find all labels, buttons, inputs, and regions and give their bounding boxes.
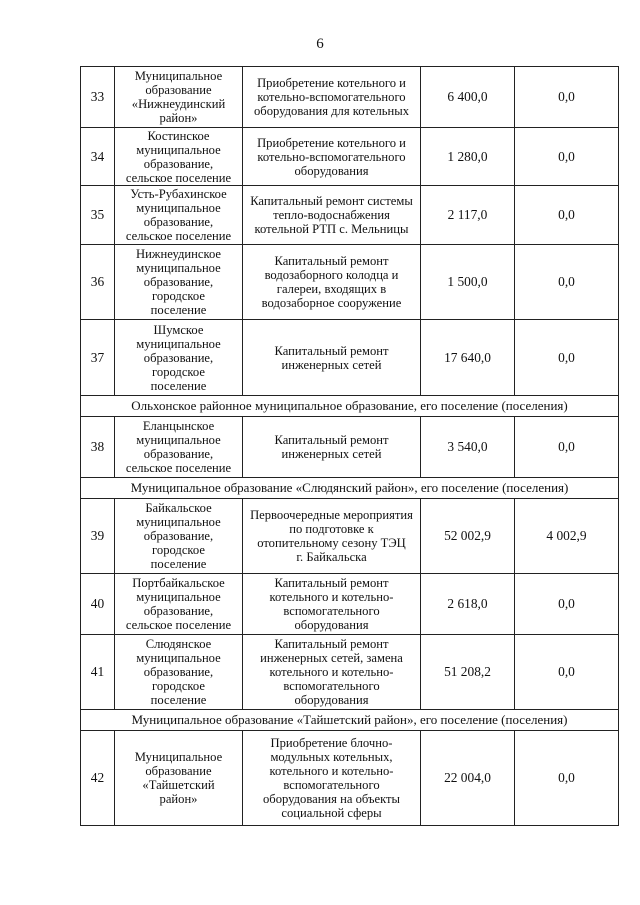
work-description-line: Приобретение блочно- (270, 736, 393, 750)
work-description-line: оборудования (294, 693, 369, 707)
table-row (81, 417, 619, 478)
municipality-name (115, 499, 243, 574)
municipality-name-line: сельское поселение (125, 461, 232, 475)
municipality-name-line: образование, (143, 215, 214, 229)
work-description-line: Капитальный ремонт (274, 637, 389, 651)
section-header-row (81, 396, 619, 417)
page-number: 6 (316, 36, 324, 52)
municipality-name-line: поселение (150, 378, 207, 393)
amount-total: 22 004,0 (421, 731, 515, 826)
work-description (243, 731, 421, 826)
work-description-line: водозаборное сооружение (261, 296, 402, 310)
municipality-name-line: поселение (150, 557, 207, 571)
work-description-line: Приобретение котельного и (257, 135, 406, 150)
amount-total: 1 280,0 (421, 128, 515, 186)
municipality-name-line: сельское поселение (125, 229, 232, 243)
work-description-line: вспомогательного (283, 679, 380, 693)
table-row (81, 499, 619, 574)
work-description-line: тепло-водоснабжения (273, 208, 390, 222)
municipality-name-line: городское (152, 289, 205, 303)
municipality-name-line: образование, (143, 529, 214, 543)
work-description-line: Приобретение котельного и (257, 76, 406, 90)
municipality-name (115, 186, 243, 245)
municipality-name (115, 574, 243, 635)
row-number: 39 (81, 499, 115, 574)
amount-second: 0,0 (515, 635, 619, 710)
municipality-name (115, 417, 243, 478)
municipality-name-line: Костинское (147, 128, 210, 143)
work-description-line: вспомогательного (283, 778, 380, 792)
municipality-name-line: «Нижнеудинский (131, 97, 226, 111)
municipality-name-line: образование, (143, 275, 214, 289)
municipality-name-line: сельское поселение (125, 618, 232, 632)
work-description-line: котельного и котельно- (269, 764, 394, 778)
municipality-name-line: Еланцынское (142, 419, 215, 433)
section-header-row (81, 478, 619, 499)
amount-total: 17 640,0 (421, 320, 515, 396)
municipality-name-line: образование (145, 764, 212, 778)
section-header-row (81, 710, 619, 731)
row-number: 34 (81, 128, 115, 186)
municipality-name-line: Байкальское (145, 501, 212, 515)
municipality-name-line: образование, (143, 350, 214, 365)
municipality-name-line: Усть-Рубахинское (130, 187, 227, 201)
row-number: 37 (81, 320, 115, 396)
municipality-name (115, 320, 243, 396)
row-number: 36 (81, 245, 115, 320)
table-row (81, 574, 619, 635)
row-number: 42 (81, 731, 115, 826)
work-description-line: Капитальный ремонт (274, 576, 389, 590)
municipality-name-line: образование, (143, 447, 214, 461)
municipality-name-line: Муниципальное (134, 69, 223, 83)
municipality-name-line: муниципальное (136, 142, 221, 157)
municipality-name-line: городское (152, 679, 205, 693)
amount-second: 0,0 (515, 186, 619, 245)
amount-second: 0,0 (515, 320, 619, 396)
municipality-name-line: муниципальное (136, 261, 221, 275)
work-description-line: инженерных сетей, замена (260, 651, 403, 665)
municipality-name-line: район» (159, 111, 198, 125)
amount-second: 0,0 (515, 574, 619, 635)
table-row (81, 731, 619, 826)
work-description-line: водозаборного колодца и (264, 268, 399, 282)
municipality-name-line: Нижнеудинское (135, 247, 222, 261)
amount-total: 51 208,2 (421, 635, 515, 710)
amount-second: 4 002,9 (515, 499, 619, 574)
section-header: Муниципальное образование «Слюдянский район», его поселение (поселения) (81, 478, 619, 499)
table-row (81, 67, 619, 128)
work-description-line: Капитальный ремонт (274, 254, 389, 268)
work-description-line: г. Байкальска (296, 550, 367, 564)
table-body (81, 67, 619, 826)
work-description (243, 574, 421, 635)
work-description-line: инженерных сетей (281, 447, 382, 461)
work-description-line: отопительному сезону ТЭЦ (257, 536, 406, 550)
municipality-name-line: муниципальное (136, 433, 221, 447)
work-description-line: котельного и котельно- (269, 665, 394, 679)
municipality-name-line: муниципальное (136, 590, 221, 604)
work-description-line: Капитальный ремонт (274, 433, 389, 447)
municipality-name (115, 731, 243, 826)
municipality-name-line: образование, (143, 156, 214, 171)
municipality-name-line: Портбайкальское (132, 576, 225, 590)
municipality-name (115, 635, 243, 710)
row-number: 35 (81, 186, 115, 245)
work-description-line: по подготовке к (289, 522, 374, 536)
row-number: 33 (81, 67, 115, 128)
municipality-name-line: Муниципальное (134, 750, 223, 764)
municipality-name-line: городское (152, 543, 205, 557)
municipality-name-line: образование (145, 83, 212, 97)
municipality-name-line: «Тайшетский (142, 778, 215, 792)
work-description-line: оборудования (294, 163, 369, 178)
section-header: Муниципальное образование «Тайшетский район», его поселение (поселения) (81, 710, 619, 731)
work-description (243, 186, 421, 245)
municipality-name-line: сельское поселение (125, 170, 232, 185)
work-description (243, 128, 421, 186)
municipality-name-line: муниципальное (136, 651, 221, 665)
municipality-name (115, 67, 243, 128)
work-description-line: котельно-вспомогательного (257, 90, 406, 104)
amount-total: 6 400,0 (421, 67, 515, 128)
municipality-name-line: Слюдянское (145, 637, 212, 651)
municipality-name-line: муниципальное (136, 336, 221, 351)
work-description (243, 417, 421, 478)
work-description-line: оборудования (294, 618, 369, 632)
work-description-line: социальной сферы (281, 806, 382, 820)
amount-second: 0,0 (515, 245, 619, 320)
table-row (81, 320, 619, 396)
row-number: 41 (81, 635, 115, 710)
amount-total: 52 002,9 (421, 499, 515, 574)
municipality-name-line: район» (159, 792, 198, 806)
table-row (81, 128, 619, 186)
amount-total: 3 540,0 (421, 417, 515, 478)
work-description-line: инженерных сетей (281, 357, 382, 372)
work-description-line: котельного и котельно- (269, 590, 394, 604)
municipality-name-line: муниципальное (136, 201, 221, 215)
table-row (81, 186, 619, 245)
amount-second: 0,0 (515, 417, 619, 478)
work-description-line: галереи, входящих в (276, 282, 387, 296)
amount-total: 1 500,0 (421, 245, 515, 320)
work-description (243, 245, 421, 320)
municipality-name-line: городское (152, 364, 205, 379)
table-row (81, 635, 619, 710)
funding-table (80, 66, 619, 826)
amount-total: 2 618,0 (421, 574, 515, 635)
work-description (243, 67, 421, 128)
amount-total: 2 117,0 (421, 186, 515, 245)
work-description-line: Капитальный ремонт системы (250, 194, 413, 208)
municipality-name-line: Шумское (153, 322, 204, 337)
work-description-line: модульных котельных, (270, 750, 393, 764)
work-description-line: Первоочередные мероприятия (250, 508, 413, 522)
work-description (243, 635, 421, 710)
work-description (243, 320, 421, 396)
amount-second: 0,0 (515, 67, 619, 128)
amount-second: 0,0 (515, 731, 619, 826)
municipality-name (115, 245, 243, 320)
work-description (243, 499, 421, 574)
work-description-line: Капитальный ремонт (274, 343, 389, 358)
municipality-name-line: образование, (143, 665, 214, 679)
municipality-name-line: поселение (150, 303, 207, 317)
work-description-line: оборудования для котельных (254, 104, 409, 118)
section-header: Ольхонское районное муниципальное образование, его поселение (поселения) (81, 396, 619, 417)
municipality-name (115, 128, 243, 186)
row-number: 40 (81, 574, 115, 635)
work-description-line: котельной РТП с. Мельницы (254, 222, 409, 236)
work-description-line: котельно-вспомогательного (257, 149, 406, 164)
municipality-name-line: муниципальное (136, 515, 221, 529)
work-description-line: вспомогательного (283, 604, 380, 618)
table-row (81, 245, 619, 320)
municipality-name-line: поселение (150, 693, 207, 707)
amount-second: 0,0 (515, 128, 619, 186)
work-description-line: оборудования на объекты (262, 792, 401, 806)
row-number: 38 (81, 417, 115, 478)
municipality-name-line: образование, (143, 604, 214, 618)
